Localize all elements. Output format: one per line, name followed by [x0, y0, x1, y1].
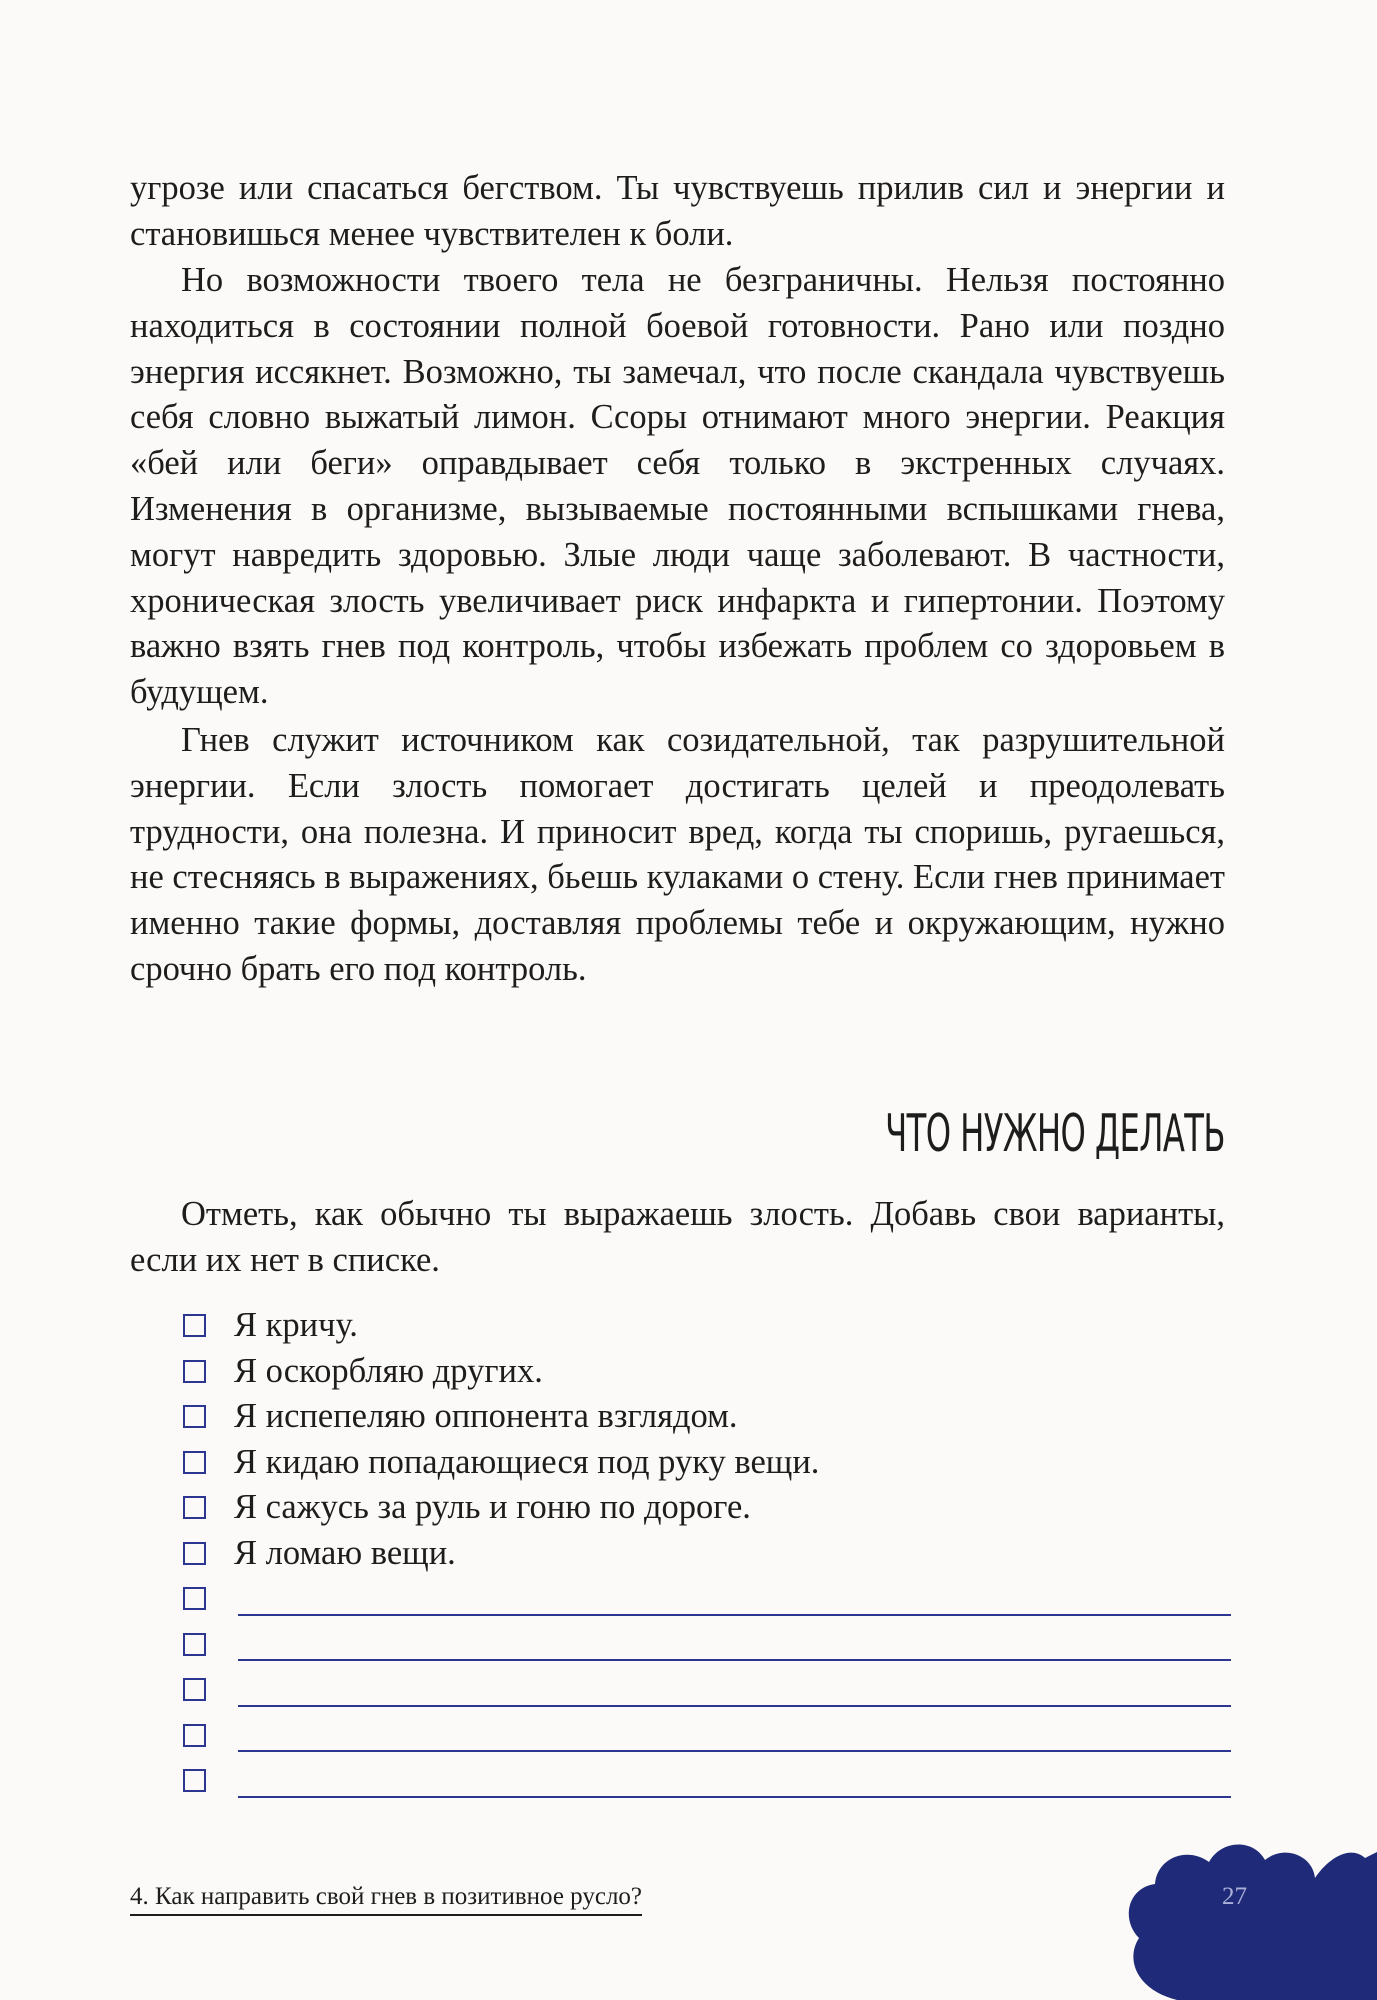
checklist-item [183, 1394, 1233, 1440]
instruction-text: Отметь, как обычно ты выражаешь злость. Добавь свои варианты, если их нет в списке. [130, 1195, 1225, 1279]
checklist-item-label: Я сажусь за руль и гоню по дороге. [234, 1488, 751, 1527]
footer-chapter-title: 4. Как направить свой гнев в позитивное русло? [130, 1882, 642, 1916]
checklist-item [183, 1303, 1233, 1349]
checklist-item [183, 1485, 1233, 1531]
checkbox[interactable] [183, 1678, 206, 1701]
checklist-item [183, 1440, 1233, 1486]
answer-line[interactable] [238, 1796, 1231, 1798]
page-corner-blob [1117, 1800, 1377, 2000]
checklist-blank-item [183, 1622, 1233, 1668]
paragraph-1: угрозе или спасаться бегством. Ты чувствуешь прилив сил и энергии и становишься менее чувствителен к боли. [130, 169, 1225, 253]
checkbox[interactable] [183, 1405, 206, 1428]
checklist-item [183, 1531, 1233, 1577]
checkbox[interactable] [183, 1314, 206, 1337]
checklist-item-label: Я кричу. [234, 1306, 358, 1345]
answer-line[interactable] [238, 1750, 1231, 1752]
blob-shape [1129, 1844, 1377, 2000]
checkbox[interactable] [183, 1360, 206, 1383]
checklist-item [183, 1349, 1233, 1395]
answer-line[interactable] [238, 1705, 1231, 1707]
checkbox[interactable] [183, 1496, 206, 1519]
checklist-item-label: Я ломаю вещи. [234, 1533, 456, 1572]
section-heading: ЧТО НУЖНО ДЕЛАТЬ [885, 1104, 1225, 1164]
paragraph-3: Гнев служит источником как созидательной, так разрушительной энергии. Если злость помогает достигать целей и преодолевать трудности, она полезна. И приносит вред, когда ты споришь, ругаешься, не стесняясь в выражениях, бьешь кулаками о стену. Если гнев принимает именно такие формы, доставляя проблемы тебе и окружающим, нужно срочно брать его под контроль. [130, 721, 1225, 988]
checkbox[interactable] [183, 1587, 206, 1610]
paragraph-2: Но возможности твоего тела не безграничны. Нельзя постоянно находиться в состоянии полной боевой готовности. Рано или поздно энергия иссякнет. Возможно, ты замечал, что после скандала чувствуешь себя словно выжатый лимон. Ссоры отнимают много энергии. Реакция «бей или беги» оправдывает себя только в экстренных случаях. Изменения в организме, вызываемые постоянными вспышками гнева, могут навредить здоровью. Злые люди чаще заболевают. В частности, хроническая злость увеличивает риск инфаркта и гипертонии. Поэтому важно взять гнев под контроль, чтобы избежать проблем со здоровьем в будущем. [130, 261, 1225, 712]
checklist-item-label: Я испепеляю оппонента взглядом. [234, 1397, 738, 1436]
page-number: 27 [1222, 1883, 1247, 1910]
checkbox[interactable] [183, 1633, 206, 1656]
checklist-blank-item [183, 1667, 1233, 1713]
checkbox[interactable] [183, 1451, 206, 1474]
checklist-blank-item [183, 1713, 1233, 1759]
checklist-item-label: Я оскорбляю других. [234, 1351, 543, 1390]
answer-line[interactable] [238, 1614, 1231, 1616]
checklist-blank-item [183, 1758, 1233, 1804]
answer-line[interactable] [238, 1659, 1231, 1661]
checklist-item-label: Я кидаю попадающиеся под руку вещи. [234, 1442, 820, 1481]
checkbox[interactable] [183, 1769, 206, 1792]
checkbox[interactable] [183, 1724, 206, 1747]
anger-checklist [183, 1303, 1233, 1804]
checklist-blank-item [183, 1576, 1233, 1622]
checkbox[interactable] [183, 1542, 206, 1565]
